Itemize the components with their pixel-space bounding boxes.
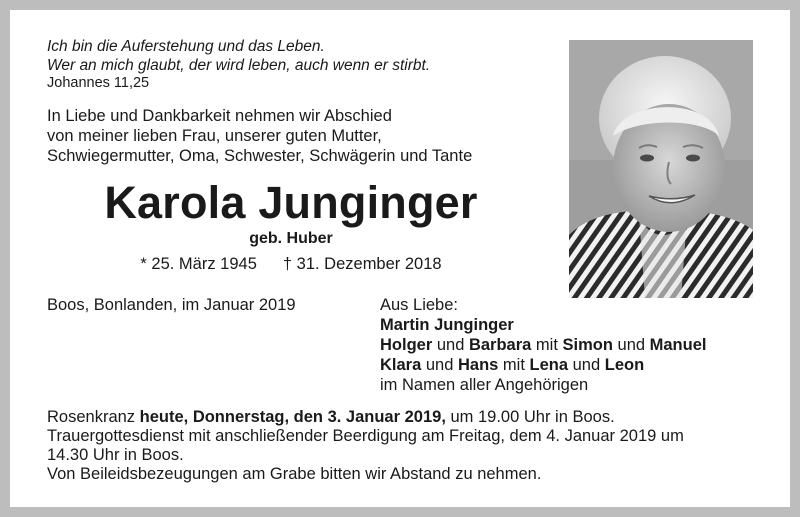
mourner-line-2 <box>380 335 706 355</box>
birth-date: * 25. März 1945 <box>140 255 257 273</box>
mourner-name: Leon <box>604 356 645 374</box>
service-details <box>47 408 762 484</box>
death-date: † 31. Dezember 2018 <box>282 255 442 273</box>
place-and-date: Boos, Bonlanden, im Januar 2019 <box>47 296 296 314</box>
maiden-name: geb. Huber <box>249 230 333 247</box>
life-dates <box>10 254 572 275</box>
mourner-name: Lena <box>529 356 569 374</box>
farewell-line-3: Schwiegermutter, Oma, Schwester, Schwägerin und Tante <box>47 147 473 165</box>
deceased-name: Karola Junginger <box>104 177 478 228</box>
mourner-line-3 <box>380 355 706 375</box>
connector-text: mit <box>498 356 530 374</box>
rosary-date: heute, Donnerstag, den 3. Januar 2019, <box>139 408 446 426</box>
mourner-line-1 <box>380 315 706 335</box>
bible-verse <box>47 37 430 75</box>
funeral-line-1: Trauergottesdienst mit anschließender Beerdigung am Freitag, dem 4. Januar 2019 um <box>47 427 684 445</box>
rosary-prefix: Rosenkranz <box>47 408 140 426</box>
mourners-closing: im Namen aller Angehörigen <box>380 376 589 394</box>
mourner-name: Hans <box>457 356 499 374</box>
verse-line-1: Ich bin die Auferstehung und das Leben. <box>47 38 325 55</box>
mourner-name: Manuel <box>649 336 707 354</box>
rosary-line <box>47 408 762 427</box>
obituary-card <box>10 10 790 507</box>
mourner-name: Barbara <box>468 336 532 354</box>
rosary-suffix: um 19.00 Uhr in Boos. <box>445 408 615 426</box>
connector-text: mit <box>531 336 563 354</box>
farewell-line-1: In Liebe und Dankbarkeit nehmen wir Abschied <box>47 107 392 125</box>
farewell-text <box>47 106 472 166</box>
mourner-name: Klara <box>380 356 422 374</box>
verse-line-2: Wer an mich glaubt, der wird leben, auch wenn er stirbt. <box>47 57 431 74</box>
mourner-name: Simon <box>562 336 613 354</box>
mourners-heading: Aus Liebe: <box>380 296 458 314</box>
portrait-photo <box>569 40 753 298</box>
verse-reference: Johannes 11,25 <box>47 75 150 91</box>
farewell-line-2: von meiner lieben Frau, unserer guten Mutter, <box>47 127 382 145</box>
connector-text: und <box>612 336 650 354</box>
connector-text: und <box>421 356 458 374</box>
mourners-list <box>380 295 706 395</box>
mourner-name: Holger <box>380 336 433 354</box>
funeral-line-2: 14.30 Uhr in Boos. <box>47 446 184 464</box>
mourner-name: Martin Junginger <box>380 316 514 334</box>
connector-text: und <box>432 336 469 354</box>
condolence-note: Von Beileidsbezeugungen am Grabe bitten wir Abstand zu nehmen. <box>47 465 542 483</box>
connector-text: und <box>568 356 605 374</box>
